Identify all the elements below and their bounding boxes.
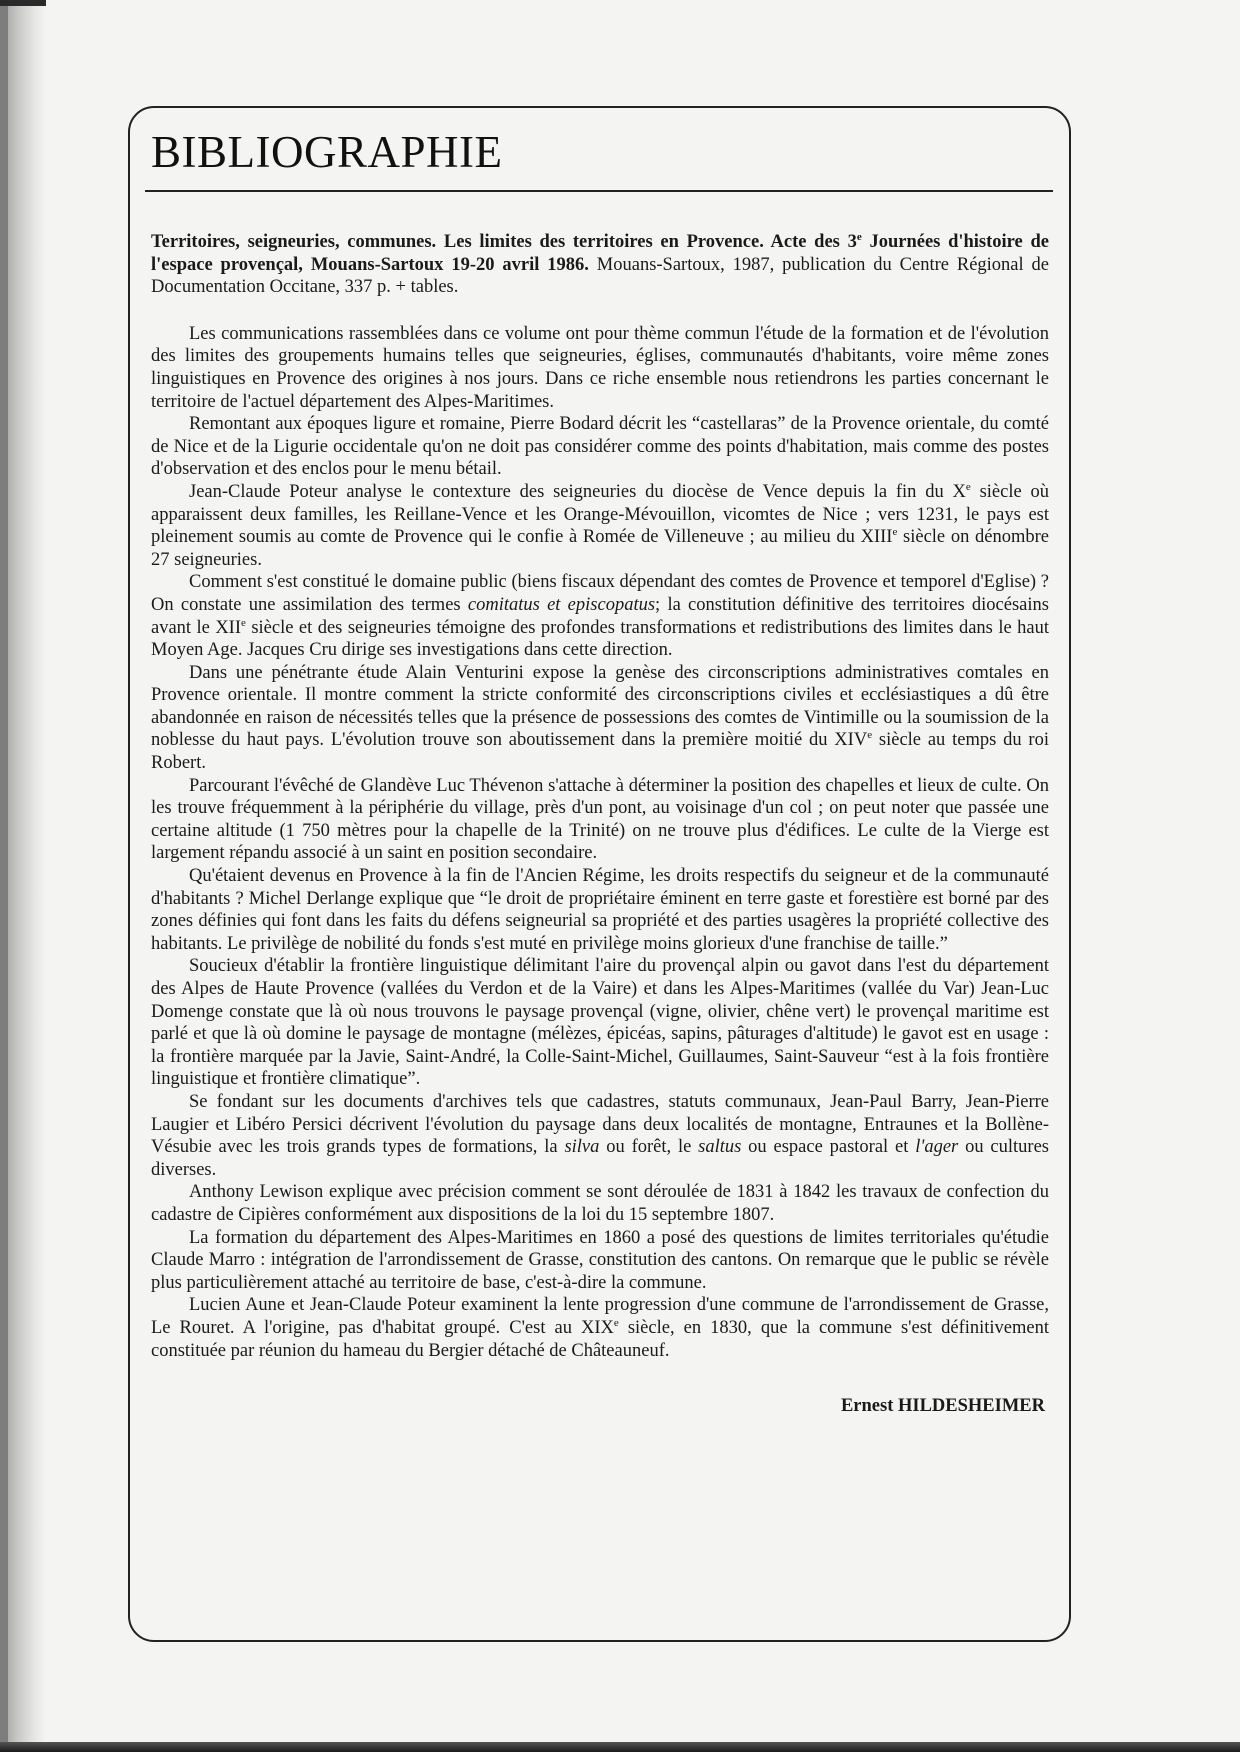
top-edge-mark bbox=[0, 0, 46, 6]
paragraph-2: Remontant aux époques ligure et romaine, Pierre Bodard décrit les “castellaras” de la Provence orientale, du comté de Nice et de la Ligurie occidentale qu'on ne doit pas considérer comme des points d'habitation, mais comme des postes d'observation et des enclos pour le menu bétail. bbox=[151, 414, 1049, 480]
paragraph-10: Anthony Lewison explique avec précision comment se sont déroulée de 1831 à 1842 les travaux de confection du cadastre de Cipières conformément aux dispositions de la loi du 15 septembre 1807. bbox=[151, 1182, 1049, 1225]
paragraph-4: Comment s'est constitué le domaine public (biens fiscaux dépendant des comtes de Provence et temporel d'Eglise) ? On constate une assimilation des termes comitatus et episcopatus; la constitution définitive des territoires diocésains avant le XIIe siècle et des seigneuries témoigne des profondes transformations et redistributions des limites dans le haut Moyen Age. Jacques Cru dirige ses investigations dans cette direction. bbox=[151, 572, 1049, 661]
paragraph-7: Qu'étaient devenus en Provence à la fin de l'Ancien Régime, les droits respectifs du seigneur et de la communauté d'habitants ? Michel Derlange explique que “le droit de propriétaire éminent en terre gaste et forestière est borné par des zones définies qui font dans les faits du défens seigneurial sa propriété et des parties usagères la propriété collective des habitants. Le privilège de nobilité du fonds s'est muté en privilège moins glorieux d'une franchise de taille.” bbox=[151, 866, 1049, 954]
paragraph-5: Dans une pénétrante étude Alain Venturini expose la genèse des circonscriptions administratives comtales en Provence orientale. Il montre comment la stricte conformité des circonscriptions civiles et ecclésiastiques a dû être abandonnée en raison de nécessités telles que la présence de possessions des comtes de Vintimille ou la soumission de la noblesse du haut pays. L'évolution trouve son aboutissement dans la première moitié du XIVe siècle au temps du roi Robert. bbox=[151, 662, 1049, 774]
spine-edge bbox=[0, 0, 8, 1752]
paragraph-9: Se fondant sur les documents d'archives tels que cadastres, statuts communaux, Jean-Paul Barry, Jean-Pierre Laugier et Libéro Persici décrivent l'évolution du paysage dans deux localités de montagne, Entraunes et la Bollène-Vésubie avec les trois grands types de formations, la silva ou forêt, le saltus ou espace pastoral et l'ager ou cultures diverses. bbox=[151, 1091, 1049, 1180]
title-rule bbox=[145, 190, 1053, 192]
paragraph-1: Les communications rassemblées dans ce volume ont pour thème commun l'étude de la formation et de l'évolution des limites des groupements humains telles que seigneuries, églises, communautés d'habitants, voire même zones linguistiques en Provence des origines à nos jours. Dans ce riche ensemble nous retiendrons les parties concernant le territoire de l'actuel département des Alpes-Maritimes. bbox=[151, 323, 1049, 412]
author-signature: Ernest HILDESHEIMER bbox=[840, 1396, 1045, 1417]
paragraph-6: Parcourant l'évêché de Glandève Luc Thévenon s'attache à déterminer la position des chapelles et lieux de culte. On les trouve fréquemment à la périphérie du village, près d'un pont, au voisinage d'un col ; on peut noter que passée une certaine altitude (1 750 mètres pour la chapelle de la Trinité) on ne trouve plus d'édifices. Le culte de la Vierge est largement répandu associé à un saint en position secondaire. bbox=[151, 775, 1049, 864]
paragraph-12: Lucien Aune et Jean-Claude Poteur examinent la lente progression d'une commune de l'arrondissement de Grasse, Le Rouret. A l'origine, pas d'habitat groupé. C'est au XIXe siècle, en 1830, que la commune s'est définitivement constituée par réunion du hameau du Bergier détaché de Châteauneuf. bbox=[151, 1295, 1049, 1361]
page-content bbox=[151, 122, 1049, 1417]
paragraph-3: Jean-Claude Poteur analyse le contexture des seigneuries du diocèse de Vence depuis la fin du Xe siècle où apparaissent deux familles, les Reillane-Vence et les Orange-Mévouillon, vicomtes de Nice ; vers 1231, le pays est pleinement soumis au comte de Provence qui le confie à Romée de Villeneuve ; au milieu du XIIIe siècle on dénombre 27 seigneuries. bbox=[151, 480, 1049, 570]
review-bold-title: Territoires, seigneuries, communes. Les limites des territoires en Provence. Acte des 3e Journées d'histoire de l'espace provençal, Mouans-Sartoux 19-20 avril 1986. bbox=[151, 230, 1049, 275]
paragraph-8: Soucieux d'établir la frontière linguistique délimitant l'aire du provençal alpin ou gavot dans l'est du département des Alpes de Haute Provence (vallées du Verdon et de la Vaire) et dans les Alpes-Maritimes (vallée du Var) Jean-Luc Domenge constate que là où nous trouvons le paysage provençal (vigne, olivier, chêne vert) le provençal maritime est parlé et que là où domine le paysage de montagne (mélèzes, épicéas, sapins, pâturages d'altitude) le gavot est en usage : la frontière marquée par la Javie, Saint-André, la Colle-Saint-Michel, Guillaumes, Saint-Sauveur “est à la fois frontière linguistique et frontière climatique”. bbox=[151, 956, 1049, 1090]
review-details: Mouans-Sartoux, 1987, publication du Centre Régional de Documentation Occitane, 337 p. + tables. bbox=[151, 254, 1050, 298]
review-body bbox=[151, 323, 1049, 1362]
section-title: BIBLIOGRAPHIE bbox=[151, 127, 503, 177]
paragraph-11: La formation du département des Alpes-Maritimes en 1860 a posé des questions de limites territoriales qu'étudie Claude Marro : intégration de l'arrondissement de Grasse, constitution des cantons. On remarque que le public se révèle plus particulièrement attaché au territoire de base, c'est-à-dire la commune. bbox=[151, 1227, 1049, 1293]
review-heading bbox=[151, 231, 1049, 299]
bottom-edge-band bbox=[0, 1742, 1240, 1752]
